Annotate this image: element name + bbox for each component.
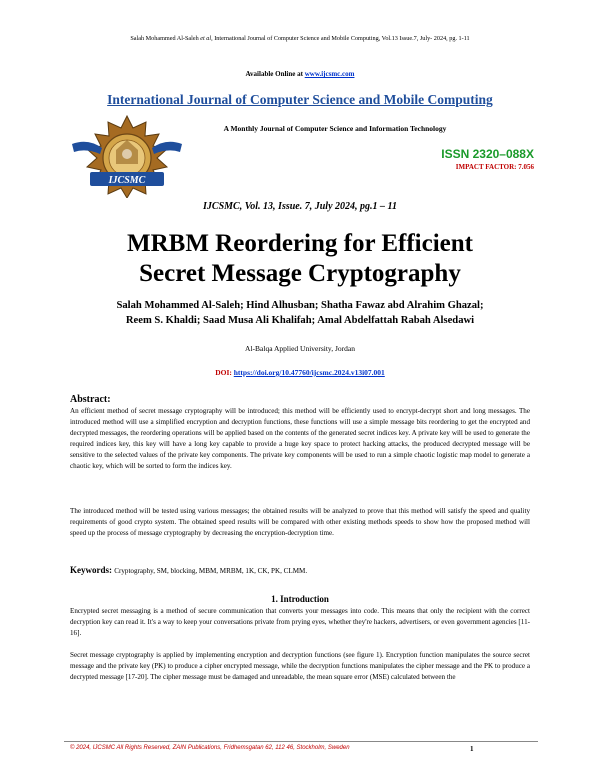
citation-post: , International Journal of Computer Science and Mobile Computing, Vol.13 Issue.7, July- 2024, pg. 1-11 (211, 35, 470, 42)
logo-text: IJCSMC (108, 175, 146, 186)
paper-title (40, 229, 560, 289)
abstract-paragraph-1: An efficient method of secret message cryptography will be introduced; this method will be efficiently used to encrypt-decrypt short and long messages. The introduced method will use a simplified encryption and decryption functions, these functions will use a simple message bits reordering to get the encrypted and decrypted messages, the reordering operations will be applied based on the contents of the generated secret indices key. A private key will be used to generate the required indices key, this key will have a long key capable to provide a huge key space to protect hacking attacks, the produced decrypted message will be sensitive to the selected values of the private key components. The private key components will be used to run a simple chaotic logistic map model to generate a chaotic key, which will be sorted to form the indices key. (70, 407, 530, 471)
journal-subtitle: A Monthly Journal of Computer Science and Information Technology (223, 124, 447, 133)
impact-factor: IMPACT FACTOR: 7.056 (455, 163, 534, 171)
citation-etal: et al (200, 35, 212, 42)
doi (0, 368, 600, 377)
journal-name[interactable]: International Journal of Computer Science and Mobile Computing (107, 92, 493, 107)
footer-copyright: © 2024, IJCSMC All Rights Reserved, ZAIN Publications, Fridhemsgatan 62, 112 46, Stockholm, Sweden (70, 745, 350, 751)
title-line-2: Secret Message Cryptography (139, 260, 461, 287)
intro-paragraph-1: Encrypted secret messaging is a method of secure communication that converts your messages into code. This means that only the recipient with the correct decryption key can read it. It's a way to keep your conversations private from prying eyes, whether they're hackers, advertisers, or even government agencies [11-16]. (70, 607, 530, 638)
available-label: Available Online at (245, 70, 305, 78)
issn: ISSN 2320–088X (441, 147, 534, 161)
page-number: 1 (470, 745, 474, 753)
doi-link[interactable]: https://doi.org/10.47760/ijcsmc.2024.v13i07.001 (233, 368, 385, 377)
abstract-paragraph-2: The introduced method will be tested using various messages; the obtained results will be analyzed to prove that this method will satisfy the speed and quality requirements of good crypto system. The obtained speed results will be compared with other existing methods speeds to show how the proposed method will speed up the process of message cryptography by decreasing the encryption-decryption time. (70, 507, 530, 538)
paper-authors (60, 298, 540, 328)
footer-divider (64, 741, 538, 742)
intro-paragraph-2: Secret message cryptography is applied by implementing encryption and decryption functions (see figure 1). Encryption function manipulates the source secret message and the private key (PK) to produce a cipher encrypted message, while the decryption functions manipulates the cipher message and the PK to produce a decrypted message [17-20]. The cipher message must be damaged and unreadable, the mean square error (MSE) calculated between the (70, 651, 530, 682)
keywords-label: Keywords: (70, 565, 115, 575)
abstract-heading: Abstract: (70, 394, 111, 405)
keywords (70, 565, 530, 575)
title-line-1: MRBM Reordering for Efficient (127, 230, 473, 257)
citation-pre: Salah Mohammed Al-Saleh (130, 35, 201, 42)
journal-website-link[interactable]: www.ijcsmc.com (304, 70, 355, 78)
section-heading-introduction: 1. Introduction (271, 594, 329, 604)
authors-line-2: Reem S. Khaldi; Saad Musa Ali Khalifah; Amal Abdelfattah Rabah Alsedawi (125, 315, 475, 326)
keywords-text: Cryptography, SM, blocking, MBM, MRBM, 1K, CK, PK, CLMM. (114, 567, 308, 575)
volume-info: IJCSMC, Vol. 13, Issue. 7, July 2024, pg.1 – 11 (203, 201, 397, 212)
doi-label: DOI: (215, 368, 234, 377)
affiliation: Al-Balqa Applied University, Jordan (245, 344, 355, 353)
available-online (0, 70, 600, 78)
authors-line-1: Salah Mohammed Al-Saleh; Hind Alhusban; Shatha Fawaz abd Alrahim Ghazal; (116, 300, 484, 311)
running-header-citation (60, 35, 540, 42)
